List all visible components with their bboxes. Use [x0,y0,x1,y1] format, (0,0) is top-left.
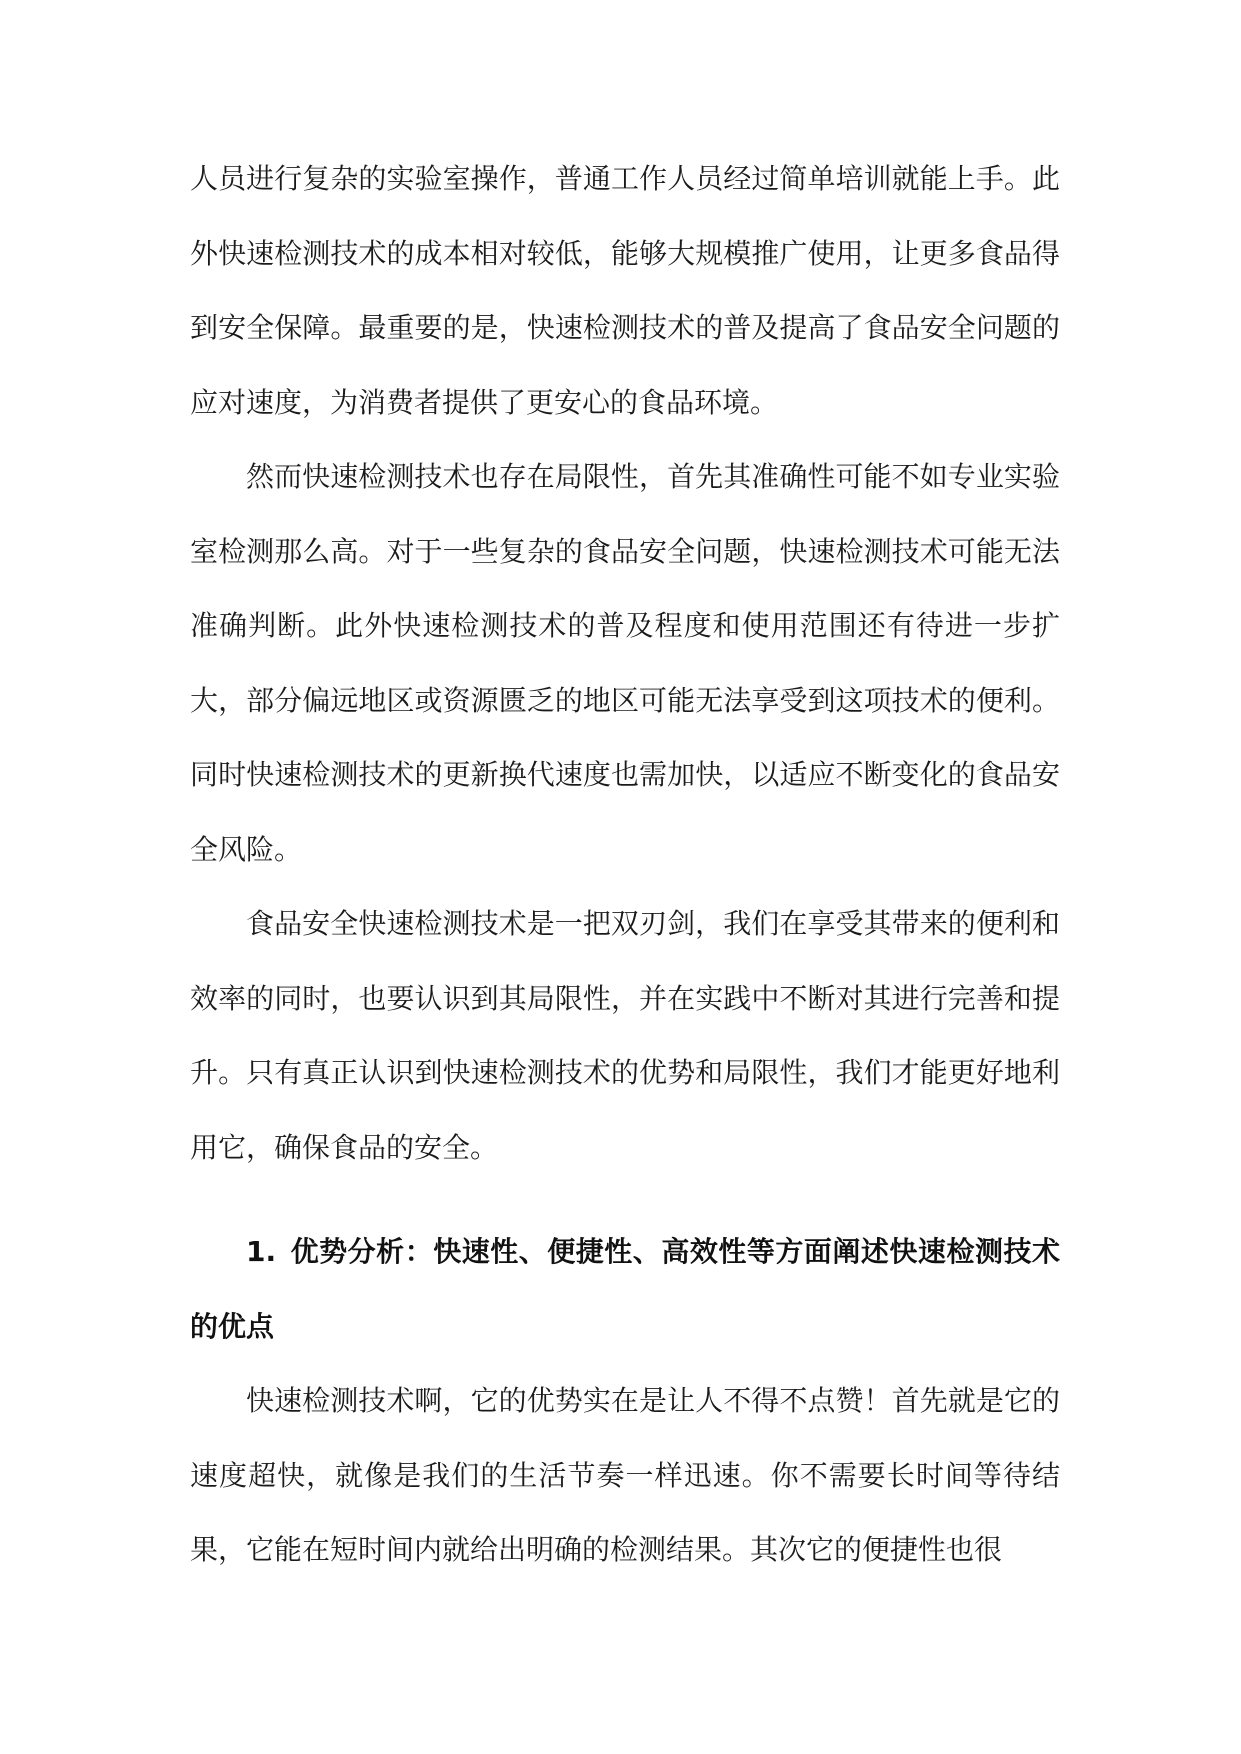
paragraph-advantages: 快速检测技术啊，它的优势实在是让人不得不点赞！首先就是它的速度超快，就像是我们的生活节奏一样迅速。你不需要长时间等待结果，它能在短时间内就给出明确的检测结果。其次它的便捷性也很 [190,1384,1060,1566]
section-heading-text: 优势分析：快速性、便捷性、高效性等方面阐述快速检测技术的优点 [190,1235,1060,1343]
paragraph-limitations: 然而快速检测技术也存在局限性，首先其准确性可能不如专业实验室检测那么高。对于一些复杂的食品安全问题，快速检测技术可能无法准确判断。此外快速检测技术的普及程度和使用范围还有待进一步扩大，部分偏远地区或资源匮乏的地区可能无法享受到这项技术的便利。同时快速检测技术的更新换代速度也需加快，以适应不断变化的食品安全风险。 [190,460,1060,866]
paragraph-conclusion: 食品安全快速检测技术是一把双刃剑，我们在享受其带来的便利和效率的同时，也要认识到其局限性，并在实践中不断对其进行完善和提升。只有真正认识到快速检测技术的优势和局限性，我们才能更好地利用它，确保食品的安全。 [190,907,1060,1164]
section-heading-1 [190,1215,1060,1364]
document-body [190,142,1060,1588]
section-heading-number: 1. [246,1235,277,1268]
paragraph-1-continuation: 人员进行复杂的实验室操作，普通工作人员经过简单培训就能上手。此外快速检测技术的成本相对较低，能够大规模推广使用，让更多食品得到安全保障。最重要的是，快速检测技术的普及提高了食品安全问题的应对速度，为消费者提供了更安心的食品环境。 [190,162,1060,419]
